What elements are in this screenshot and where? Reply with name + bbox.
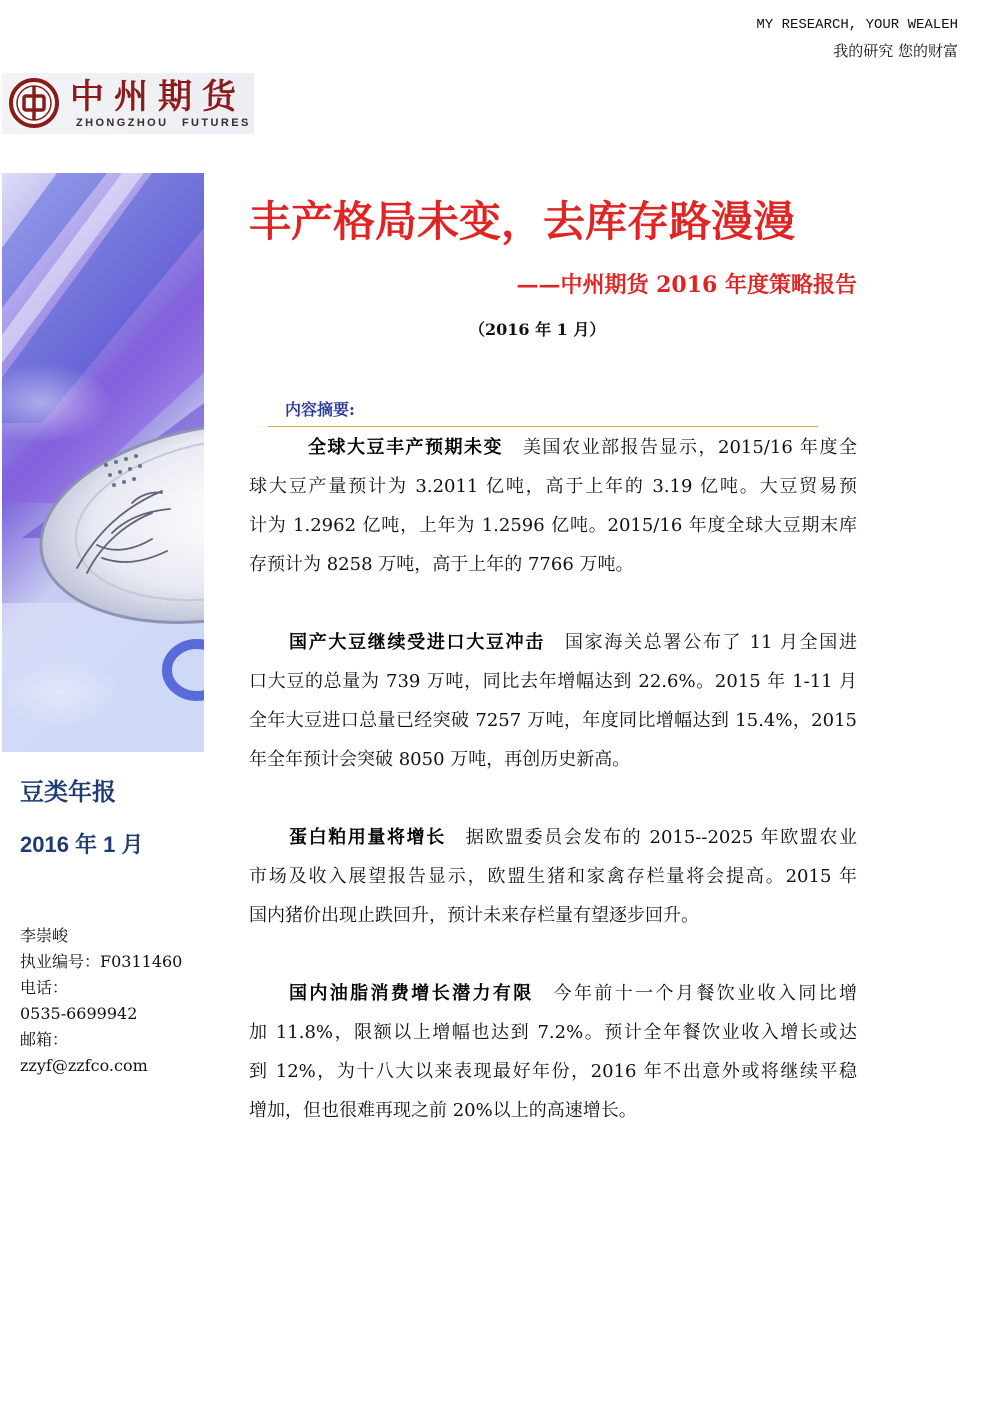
paragraph-line bbox=[249, 623, 857, 662]
report-date: （2016 年 1 月） bbox=[469, 320, 606, 339]
report-title: 丰产格局未变，去库存路漫漫 bbox=[249, 197, 796, 246]
analyst-phone-label: 电话： bbox=[20, 978, 69, 997]
report-subtitle: ——中州期货 2016 年度策略报告 bbox=[516, 272, 857, 298]
analyst-phone: 0535-6699942 bbox=[20, 1004, 138, 1023]
paragraph-lead: 蛋白粕用量将增长 bbox=[289, 827, 446, 848]
report-type-label: 豆类年报 bbox=[20, 779, 116, 806]
cover-photo bbox=[2, 173, 204, 752]
paragraph-lead: 国产大豆继续受进口大豆冲击 bbox=[289, 632, 545, 653]
paragraph-text: 美国农业部报告显示，2015/16 年度全 bbox=[523, 437, 857, 458]
slogan-english: MY RESEARCH, YOUR WEALEH bbox=[756, 17, 958, 33]
analyst-name: 李崇峻 bbox=[20, 926, 69, 945]
paragraph-line bbox=[249, 974, 857, 1013]
paragraph-line: 口大豆的总量为 739 万吨，同比去年增幅达到 22.6%。2015 年 1-11 月 bbox=[249, 671, 857, 692]
summary-paragraph bbox=[249, 818, 857, 935]
paragraph-line bbox=[249, 818, 857, 857]
summary-divider bbox=[268, 426, 818, 427]
paragraph-line: 到 12%，为十八大以来表现最好年份，2016 年不出意外或将继续平稳 bbox=[249, 1061, 857, 1082]
paragraph-line: 增加，但也很难再现之前 20%以上的高速增长。 bbox=[249, 1100, 637, 1121]
paragraph-text: 今年前十一个月餐饮业收入同比增 bbox=[553, 983, 858, 1004]
paragraph-line bbox=[249, 428, 857, 467]
logo-name-english: ZHONGZHOU FUTURES bbox=[76, 117, 251, 129]
paragraph-line: 加 11.8%，限额以上增幅也达到 7.2%。预计全年餐饮业收入增长或达 bbox=[249, 1022, 857, 1043]
company-logo bbox=[2, 73, 254, 134]
summary-paragraph bbox=[249, 974, 857, 1130]
analyst-license: 执业编号：F0311460 bbox=[20, 952, 183, 971]
summary-body bbox=[249, 428, 857, 1169]
paragraph-line: 市场及收入展望报告显示，欧盟生猪和家禽存栏量将会提高。2015 年 bbox=[249, 866, 857, 887]
paragraph-line: 存预计为 8258 万吨，高于上年的 7766 万吨。 bbox=[249, 554, 634, 575]
analyst-email-label: 邮箱： bbox=[20, 1030, 69, 1049]
paragraph-line: 年全年预计会突破 8050 万吨，再创历史新高。 bbox=[249, 749, 631, 770]
summary-paragraph bbox=[249, 623, 857, 779]
analyst-info bbox=[20, 923, 182, 1079]
paragraph-text: 据欧盟委员会发布的 2015--2025 年欧盟农业 bbox=[465, 827, 857, 848]
summary-heading: 内容摘要: bbox=[285, 400, 355, 419]
paragraph-lead: 全球大豆丰产预期未变 bbox=[308, 437, 503, 458]
paragraph-line: 全年大豆进口总量已经突破 7257 万吨，年度同比增幅达到 15.4%，2015 bbox=[249, 710, 857, 731]
analyst-email: zzyf@zzfco.com bbox=[20, 1056, 148, 1075]
paragraph-lead: 国内油脂消费增长潜力有限 bbox=[289, 983, 534, 1004]
summary-paragraph bbox=[249, 428, 857, 584]
slogan-chinese: 我的研究 您的财富 bbox=[833, 42, 958, 60]
paragraph-line: 计为 1.2962 亿吨，上年为 1.2596 亿吨。2015/16 年度全球大豆期末库 bbox=[249, 515, 857, 536]
paragraph-line: 国内猪价出现止跌回升，预计未来存栏量有望逐步回升。 bbox=[249, 905, 699, 926]
coin-emblem-icon bbox=[7, 76, 61, 130]
logo-name-chinese: 中州期货 bbox=[70, 77, 246, 117]
sidebar-report-date: 2016 年 1 月 bbox=[20, 832, 144, 857]
paragraph-line: 球大豆产量预计为 3.2011 亿吨，高于上年的 3.19 亿吨。大豆贸易预 bbox=[249, 476, 857, 497]
paragraph-text: 国家海关总署公布了 11 月全国进 bbox=[564, 632, 857, 653]
